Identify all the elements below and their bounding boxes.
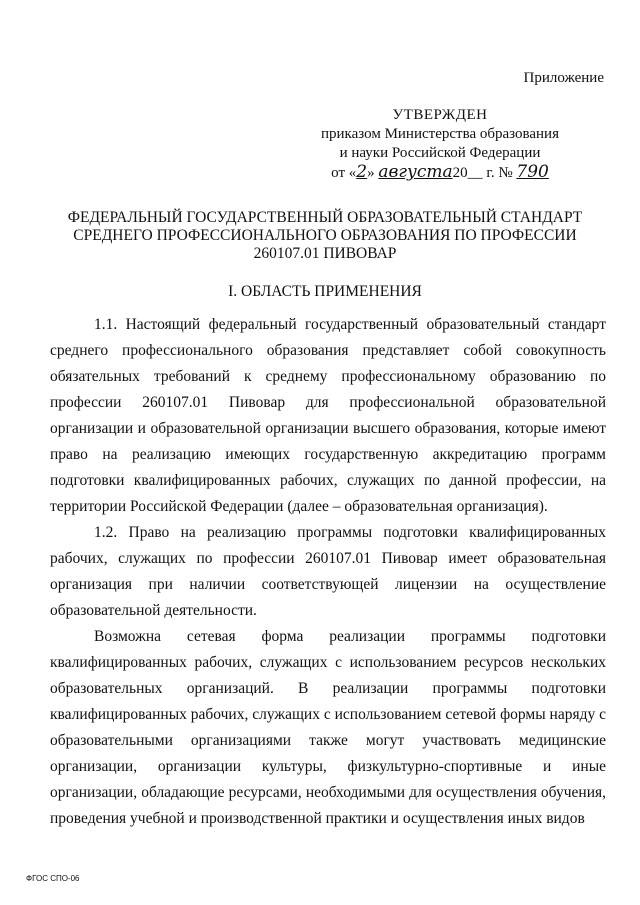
approved-title: УТВЕРЖДЕН <box>392 107 488 123</box>
order-day: 2 <box>356 162 368 182</box>
order-prefix: от « <box>331 165 357 181</box>
order-line <box>290 163 590 183</box>
title-line1: ФЕДЕРАЛЬНЫЙ ГОСУДАРСТВЕННЫЙ ОБРАЗОВАТЕЛЬНЫЙ СТАНДАРТ <box>67 209 583 226</box>
approved-by-line1: приказом Министерства образования <box>321 126 559 142</box>
order-number: 790 <box>516 162 549 182</box>
paragraph-network-form: Возможна сетевая форма реализации программы подготовки квалифицированных рабочих, служащих с использованием ресурсов нескольких образовательных организаций. В реализации программы подготовки квалифицированных рабочих, служащих с использованием сетевой формы наряду с образовательными организациями также могут участвовать медицинские организации, организации культуры, физкультурно-спортивные и иные организации, обладающие ресурсами, необходимыми для осуществления обучения, проведения учебной и производственной практики и осуществления иных видов <box>50 628 606 827</box>
approved-by-line2: и науки Российской Федерации <box>339 145 541 161</box>
order-year: 20__ г. № <box>452 165 513 181</box>
order-month: августа <box>378 162 453 182</box>
title-line2: СРЕДНЕГО ПРОФЕССИОНАЛЬНОГО ОБРАЗОВАНИЯ ПО ПРОФЕССИИ <box>73 227 577 244</box>
document-title <box>40 209 610 263</box>
paragraph-1-2: 1.2. Право на реализацию программы подготовки квалифицированных рабочих, служащих по профессии 260107.01 Пивовар имеет образовательная организация при наличии соответствующей лицензии на осуществление образовательной деятельности. <box>50 524 606 619</box>
appendix-label: Приложение <box>523 70 604 86</box>
section-title: I. ОБЛАСТЬ ПРИМЕНЕНИЯ <box>228 283 422 300</box>
order-mid: » <box>367 165 375 181</box>
document-body <box>50 312 606 832</box>
footer-code: ФГОС СПО-06 <box>26 874 80 883</box>
paragraph-1-1: 1.1. Настоящий федеральный государственный образовательный стандарт среднего профессионального образования представляет собой совокупность обязательных требований к среднему профессиональному образованию по профессии 260107.01 Пивовар для профессиональной образовательной организации и образовательной организации высшего образования, которые имеют право на реализацию имеющих государственную аккредитацию программ подготовки квалифицированных рабочих, служащих по данной профессии, на территории Российской Федерации (далее – образовательная организация). <box>50 316 606 515</box>
approval-block <box>290 106 590 183</box>
title-line3: 260107.01 ПИВОВАР <box>253 245 397 262</box>
